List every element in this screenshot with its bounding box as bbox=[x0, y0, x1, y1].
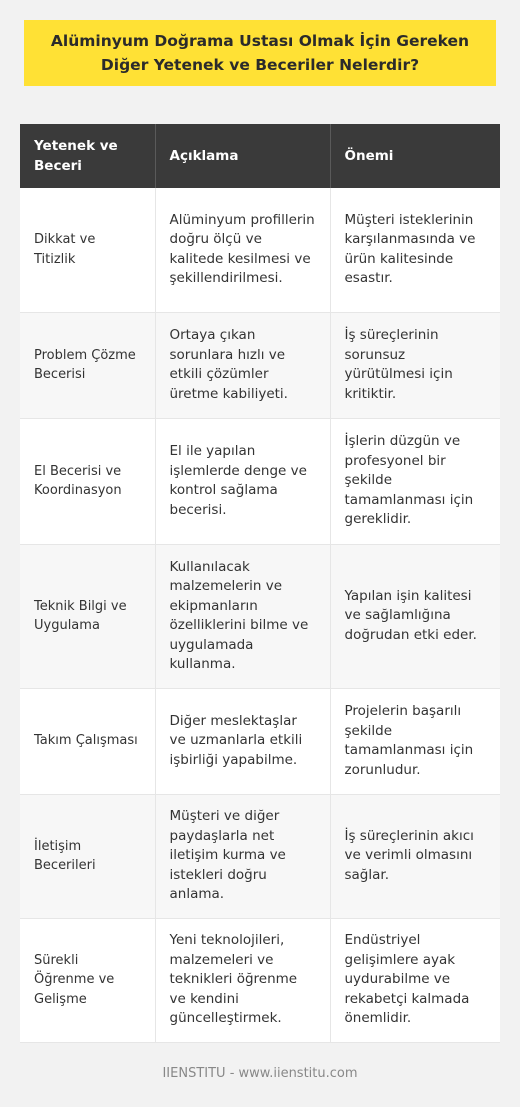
description-cell: El ile yapılan işlemlerde denge ve kontrol sağlama becerisi. bbox=[155, 418, 330, 544]
table-row bbox=[20, 794, 500, 918]
table-row bbox=[20, 688, 500, 794]
description-cell: Kullanılacak malzemelerin ve ekipmanların özelliklerini bilme ve uygulamada kullanma. bbox=[155, 544, 330, 688]
description-cell: Müşteri ve diğer paydaşlarla net iletişim kurma ve istekleri doğru anlama. bbox=[155, 794, 330, 918]
description-cell: Ortaya çıkan sorunlara hızlı ve etkili çözümler üretme kabiliyeti. bbox=[155, 312, 330, 418]
description-cell: Yeni teknolojileri, malzemeleri ve teknikleri öğrenme ve kendini güncelleştirmek. bbox=[155, 918, 330, 1042]
header-skill: Yetenek ve Beceri bbox=[20, 124, 155, 188]
importance-cell: İş süreçlerinin akıcı ve verimli olmasını sağlar. bbox=[330, 794, 500, 918]
table-row bbox=[20, 418, 500, 544]
importance-cell: Yapılan işin kalitesi ve sağlamlığına doğrudan etki eder. bbox=[330, 544, 500, 688]
skill-cell: Takım Çalışması bbox=[20, 688, 155, 794]
table-row bbox=[20, 188, 500, 312]
skill-cell: Sürekli Öğrenme ve Gelişme bbox=[20, 918, 155, 1042]
skill-cell: El Becerisi ve Koordinasyon bbox=[20, 418, 155, 544]
skills-table bbox=[20, 124, 500, 1043]
page-title: Alüminyum Doğrama Ustası Olmak İçin Gereken Diğer Yetenek ve Beceriler Nelerdir? bbox=[50, 32, 470, 74]
title-banner bbox=[24, 20, 496, 86]
header-description: Açıklama bbox=[155, 124, 330, 188]
table-row bbox=[20, 544, 500, 688]
skill-cell: Teknik Bilgi ve Uygulama bbox=[20, 544, 155, 688]
importance-cell: Projelerin başarılı şekilde tamamlanması için zorunludur. bbox=[330, 688, 500, 794]
importance-cell: İşlerin düzgün ve profesyonel bir şekilde tamamlanması için gereklidir. bbox=[330, 418, 500, 544]
table-row bbox=[20, 918, 500, 1042]
table-header-row bbox=[20, 124, 500, 188]
footer-credit: IIENSTITU - www.iienstitu.com bbox=[162, 1066, 358, 1081]
importance-cell: Müşteri isteklerinin karşılanmasında ve ürün kalitesinde esastır. bbox=[330, 188, 500, 312]
description-cell: Diğer meslektaşlar ve uzmanlarla etkili işbirliği yapabilme. bbox=[155, 688, 330, 794]
skill-cell: Dikkat ve Titizlik bbox=[20, 188, 155, 312]
header-importance: Önemi bbox=[330, 124, 500, 188]
skill-cell: Problem Çözme Becerisi bbox=[20, 312, 155, 418]
table-row bbox=[20, 312, 500, 418]
importance-cell: İş süreçlerinin sorunsuz yürütülmesi için kritiktir. bbox=[330, 312, 500, 418]
skill-cell: İletişim Becerileri bbox=[20, 794, 155, 918]
importance-cell: Endüstriyel gelişimlere ayak uydurabilme ve rekabetçi kalmada önemlidir. bbox=[330, 918, 500, 1042]
description-cell: Alüminyum profillerin doğru ölçü ve kalitede kesilmesi ve şekillendirilmesi. bbox=[155, 188, 330, 312]
